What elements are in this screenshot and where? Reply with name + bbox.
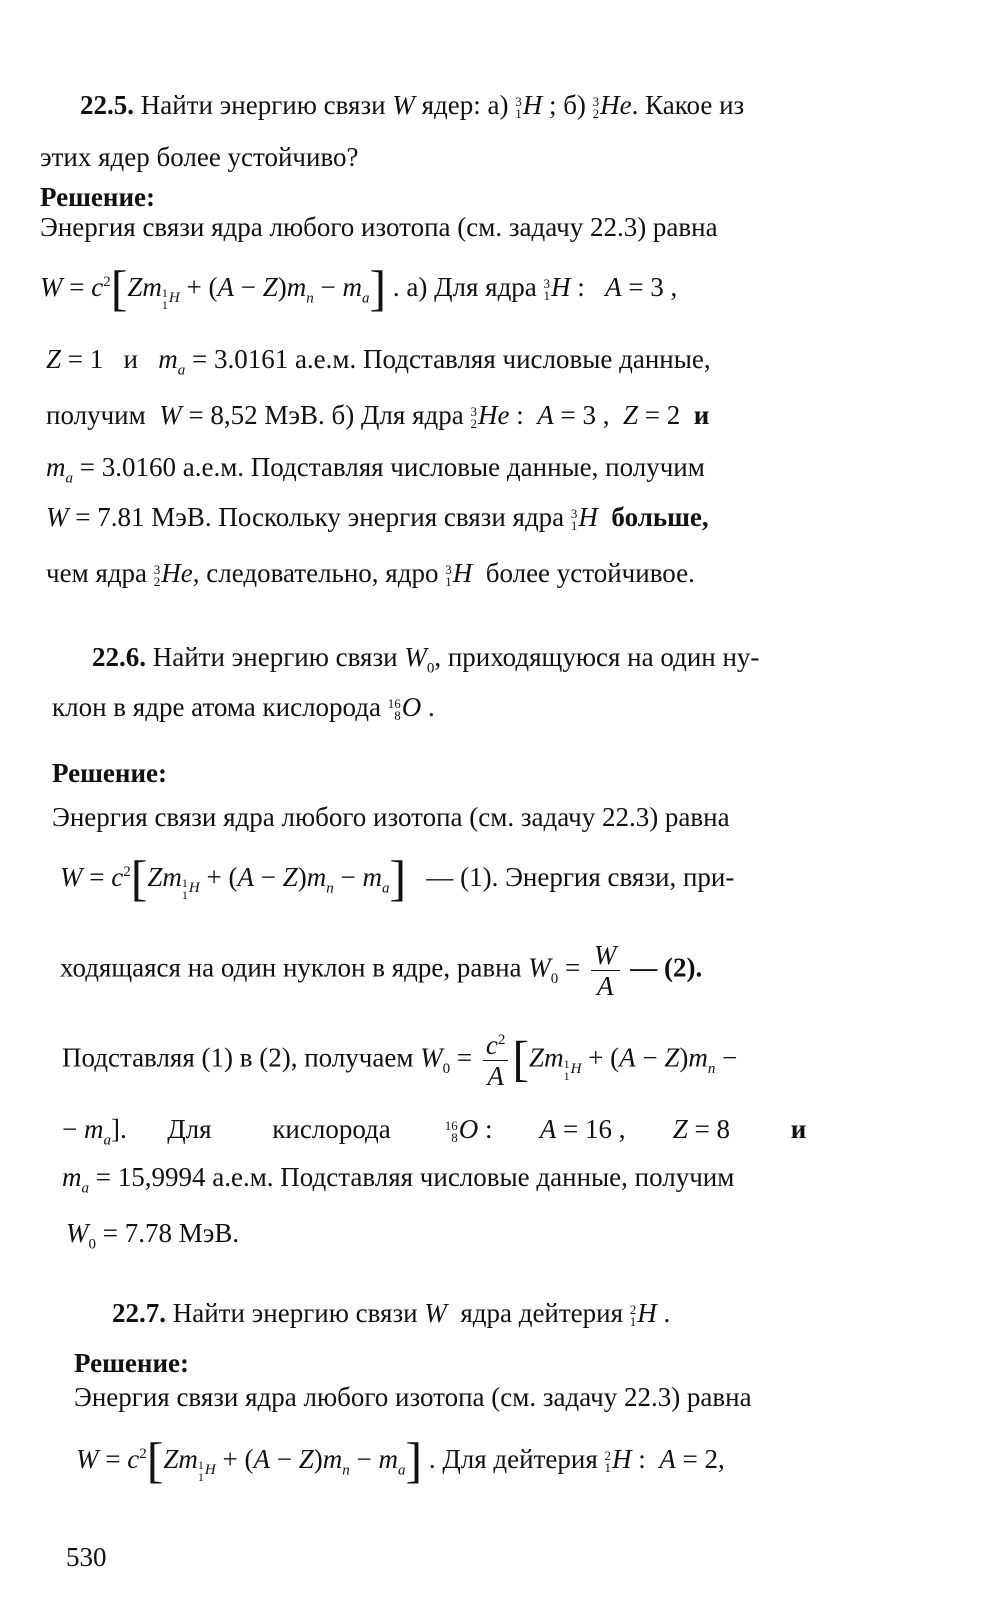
solution-heading: Решение: <box>74 1348 189 1378</box>
solution-text-line: ходящаяся на один нуклон в ядре, равна $W_0$ = $\frac{W}{A}$ — (2). <box>60 940 703 1001</box>
statement-text: Найти энергию связи <box>172 1298 418 1328</box>
solution-text-line: чем ядра 3 2 He, следовательно, ядро 3 1 H более устойчивое. <box>46 558 695 589</box>
solution-text-line: W = 7.81 МэВ. Поскольку энергия связи ядра 3 1 H больше, <box>46 502 709 533</box>
statement-text: ядра дейтерия <box>460 1298 624 1328</box>
statement-text-line: клон в ядре атома кислорода 16 8 O . <box>52 692 435 723</box>
solution-heading: Решение: <box>40 182 155 212</box>
solution-text-line: Z = 1 и $m_a = 3.0161$ а.е.м. Подставляя числовые данные, <box>46 344 711 379</box>
solution-text: Энергия связи ядра любого изотопа (см. задачу 22.3) равна <box>40 212 718 242</box>
problem-number: 22.5. <box>80 90 134 120</box>
problem-number: 22.7. <box>112 1298 166 1328</box>
mass-value: 3.0160 <box>101 452 176 482</box>
solution-heading: Решение: <box>52 758 167 788</box>
statement-text: ядер: а) <box>421 90 509 120</box>
statement-text: этих ядер более устойчиво? <box>40 142 359 172</box>
problem-22-6-statement: 22.6. Найти энергию связи $W_0$, приходящуюся на один ну- <box>92 642 760 677</box>
energy-value: 7.78 <box>124 1218 172 1248</box>
energy-value: 8,52 <box>210 400 258 430</box>
solution-text: . а) Для ядра <box>392 272 537 302</box>
problem-number: 22.6. <box>92 642 146 672</box>
formula-line: $W = c^2[Zm$ $_{1 1 H} + (A - Z)m_n - m_a$] — (1). Энергия связи, при- <box>60 850 735 906</box>
statement-text: . Какое из <box>631 90 745 120</box>
problem-22-5-statement: 22.5. Найти энергию связи W ядер: а) 3 1 H ; б) 3 2 He. Какое из <box>80 90 745 121</box>
problem-22-7-statement: 22.7. Найти энергию связи W ядра дейтерия 2 1 H . <box>112 1298 671 1329</box>
mass-value: 15,9994 <box>117 1162 206 1192</box>
mass-value: 3.0161 <box>213 344 289 374</box>
formula-line: $W = c^2[Zm$ $_{1 1 H} + (A - Z)m_n - m_a$] . Для дейтерия 2 1 H : A = 2, <box>76 1432 725 1488</box>
statement-text: Найти энергию связи <box>140 90 386 120</box>
formula-line: $W = c^2[Zm$ $_{1 1 H} + (A - Z)m_n - m_a$] . а) Для ядра 3 1 H : A = 3 , <box>40 260 678 316</box>
solution-text-line: $W_0 = 7.78$ МэВ. <box>66 1218 240 1253</box>
solution-text: Энергия связи ядра любого изотопа (см. задачу 22.3) равна <box>74 1382 752 1412</box>
solution-text: — (1). Энергия связи, при- <box>426 862 735 892</box>
solution-text-line: $m_a = 15,9994$ а.е.м. Подставляя числовые данные, получим <box>62 1162 735 1197</box>
solution-text-line: получим W = 8,52 МэВ. б) Для ядра 3 2 He : A = 3 , Z = 2 и <box>46 400 710 431</box>
statement-text: Найти энергию связи <box>152 642 398 672</box>
energy-value: 7.81 <box>97 502 145 532</box>
solution-text: Энергия связи ядра любого изотопа (см. задачу 22.3) равна <box>52 802 730 832</box>
page-number: 530 <box>66 1542 107 1572</box>
solution-text: . Для дейтерия <box>428 1444 598 1474</box>
solution-text-line: Подставляя (1) в (2), получаем $W_0$ = $\frac{c^2}{A}$ [Zm $_{1 1 H} + (A - Z)m_n$ − <box>62 1030 738 1091</box>
solution-text-line: $m_a = 3.0160$ а.е.м. Подставляя числовые данные, получим <box>46 452 705 487</box>
solution-text-line: − $m_a$]. Для кислорода 16 8 O : A = 16 , Z = 8 и <box>62 1114 807 1149</box>
statement-text: , приходящуюся на один ну- <box>434 642 760 672</box>
